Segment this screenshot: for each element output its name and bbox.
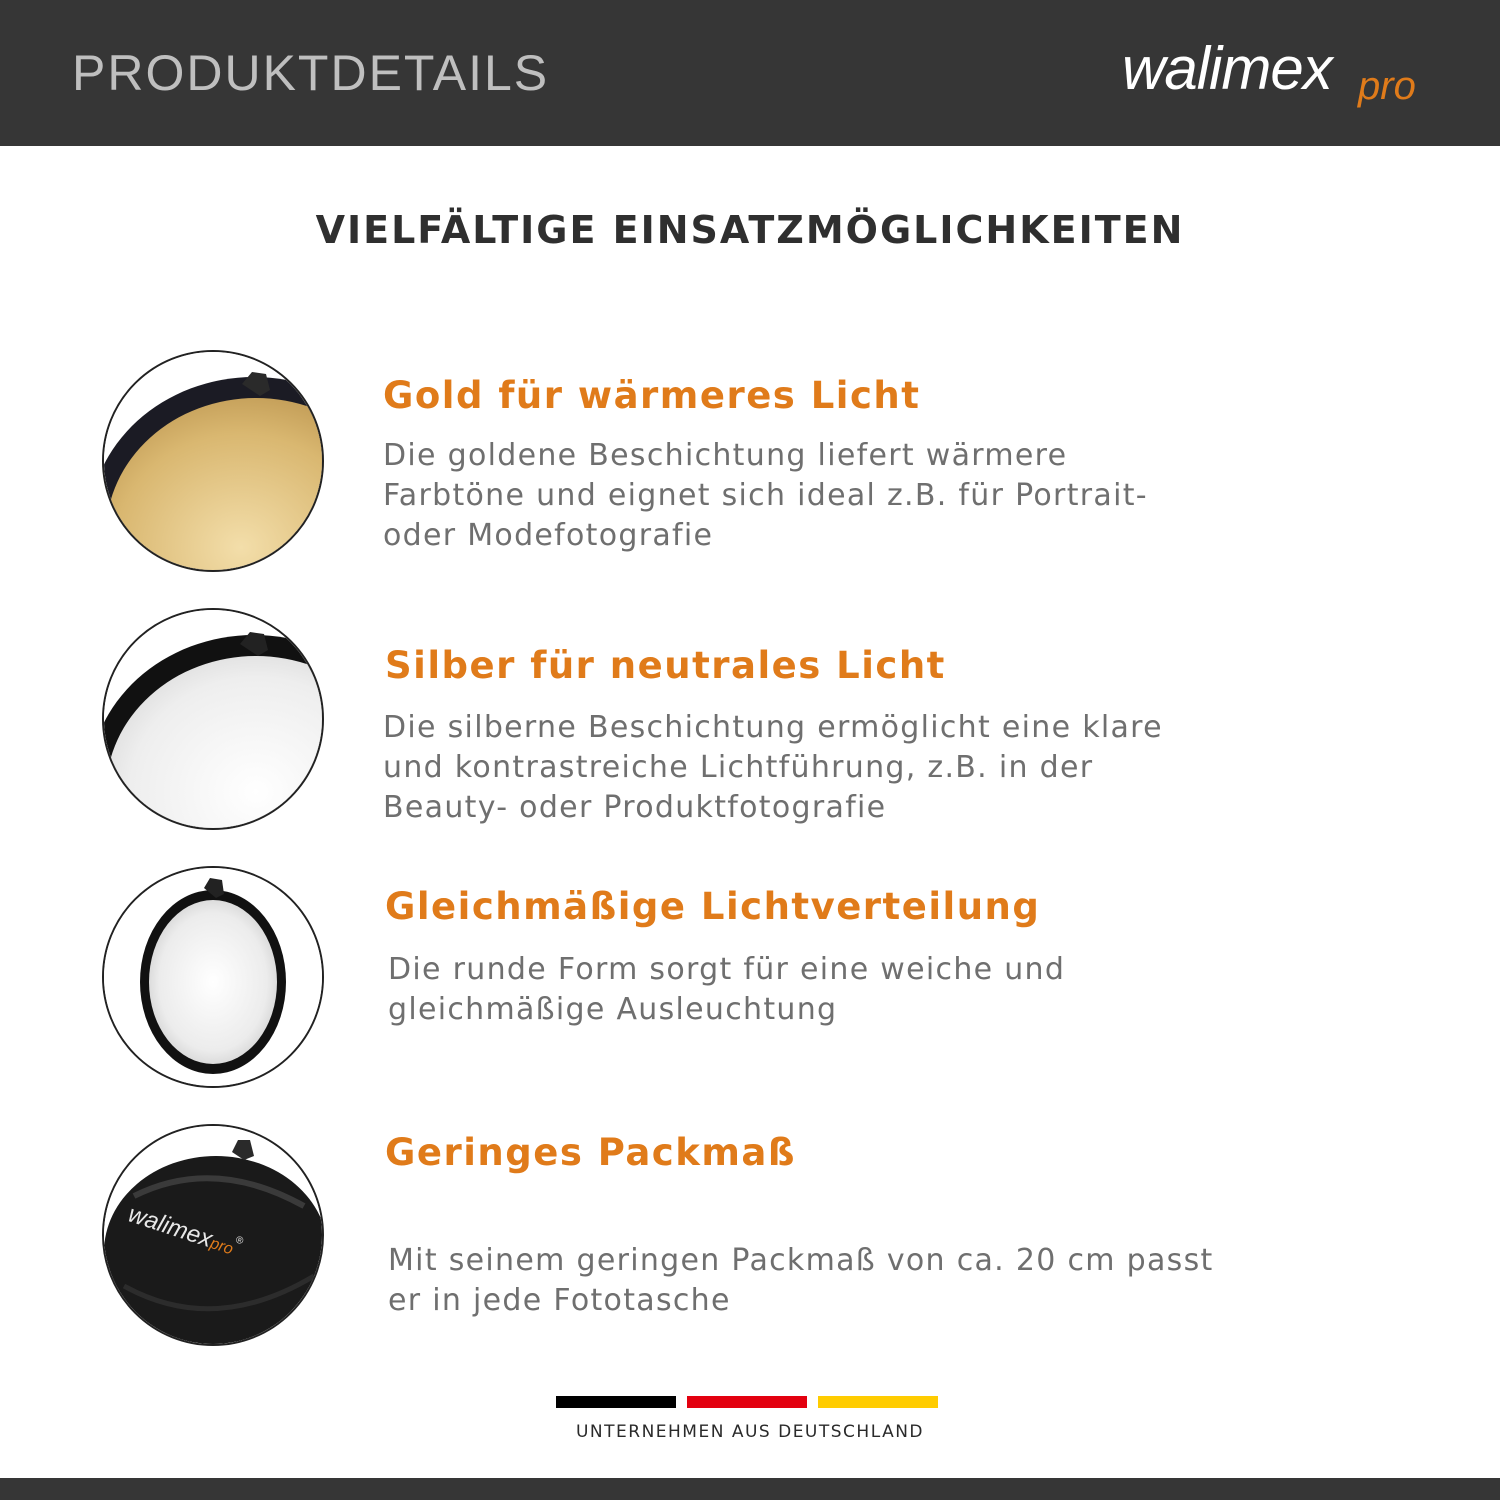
flag-stripe-gold [818, 1396, 938, 1408]
feature-heading-silver: Silber für neutrales Licht [385, 644, 946, 687]
storage-bag-icon [102, 1124, 324, 1346]
page-title: PRODUKTDETAILS [72, 45, 550, 101]
feature-text-pack-size [388, 1241, 1288, 1321]
bag-logo-wordmark: walimex [124, 1200, 216, 1254]
text-line: Mit seinem geringen Packmaß von ca. 20 cm passt [388, 1243, 1214, 1278]
text-line: Beauty- oder Produktfotografie [383, 790, 887, 825]
logo-pro-suffix: pro [1358, 64, 1416, 108]
logo-wordmark: walimex [1122, 35, 1332, 102]
bag-logo-pro: pro [207, 1234, 236, 1259]
text-line: und kontrastreiche Lichtführung, z.B. in der [383, 750, 1094, 785]
feature-heading-gold: Gold für wärmeres Licht [383, 374, 921, 417]
feature-heading-pack-size: Geringes Packmaß [385, 1131, 796, 1174]
company-origin-caption: UNTERNEHMEN AUS DEUTSCHLAND [575, 1422, 925, 1442]
text-line: er in jede Fototasche [388, 1283, 731, 1318]
feature-text-silver [383, 708, 1283, 828]
footer-bar [0, 1478, 1500, 1500]
feature-heading-round: Gleichmäßige Lichtverteilung [385, 885, 1041, 928]
section-title: VIELFÄLTIGE EINSATZMÖGLICHKEITEN [315, 208, 1185, 252]
text-line: gleichmäßige Ausleuchtung [388, 992, 838, 1027]
feature-text-gold [383, 436, 1283, 556]
feature-text-round [388, 950, 1288, 1030]
text-line: Die goldene Beschichtung liefert wärmere [383, 438, 1068, 473]
round-reflector-icon [102, 866, 324, 1088]
brand-logo [1122, 34, 1442, 114]
gold-reflector-icon [102, 350, 324, 572]
text-line: Farbtöne und eignet sich ideal z.B. für Portrait- [383, 478, 1148, 513]
text-line: oder Modefotografie [383, 518, 714, 553]
text-line: Die runde Form sorgt für eine weiche und [388, 952, 1066, 987]
silver-reflector-icon [102, 608, 324, 830]
flag-stripe-black [556, 1396, 676, 1408]
text-line: Die silberne Beschichtung ermöglicht eine klare [383, 710, 1163, 745]
bag-logo-registered: ® [234, 1234, 245, 1248]
header-bar [0, 0, 1500, 146]
flag-stripe-red [687, 1396, 807, 1408]
